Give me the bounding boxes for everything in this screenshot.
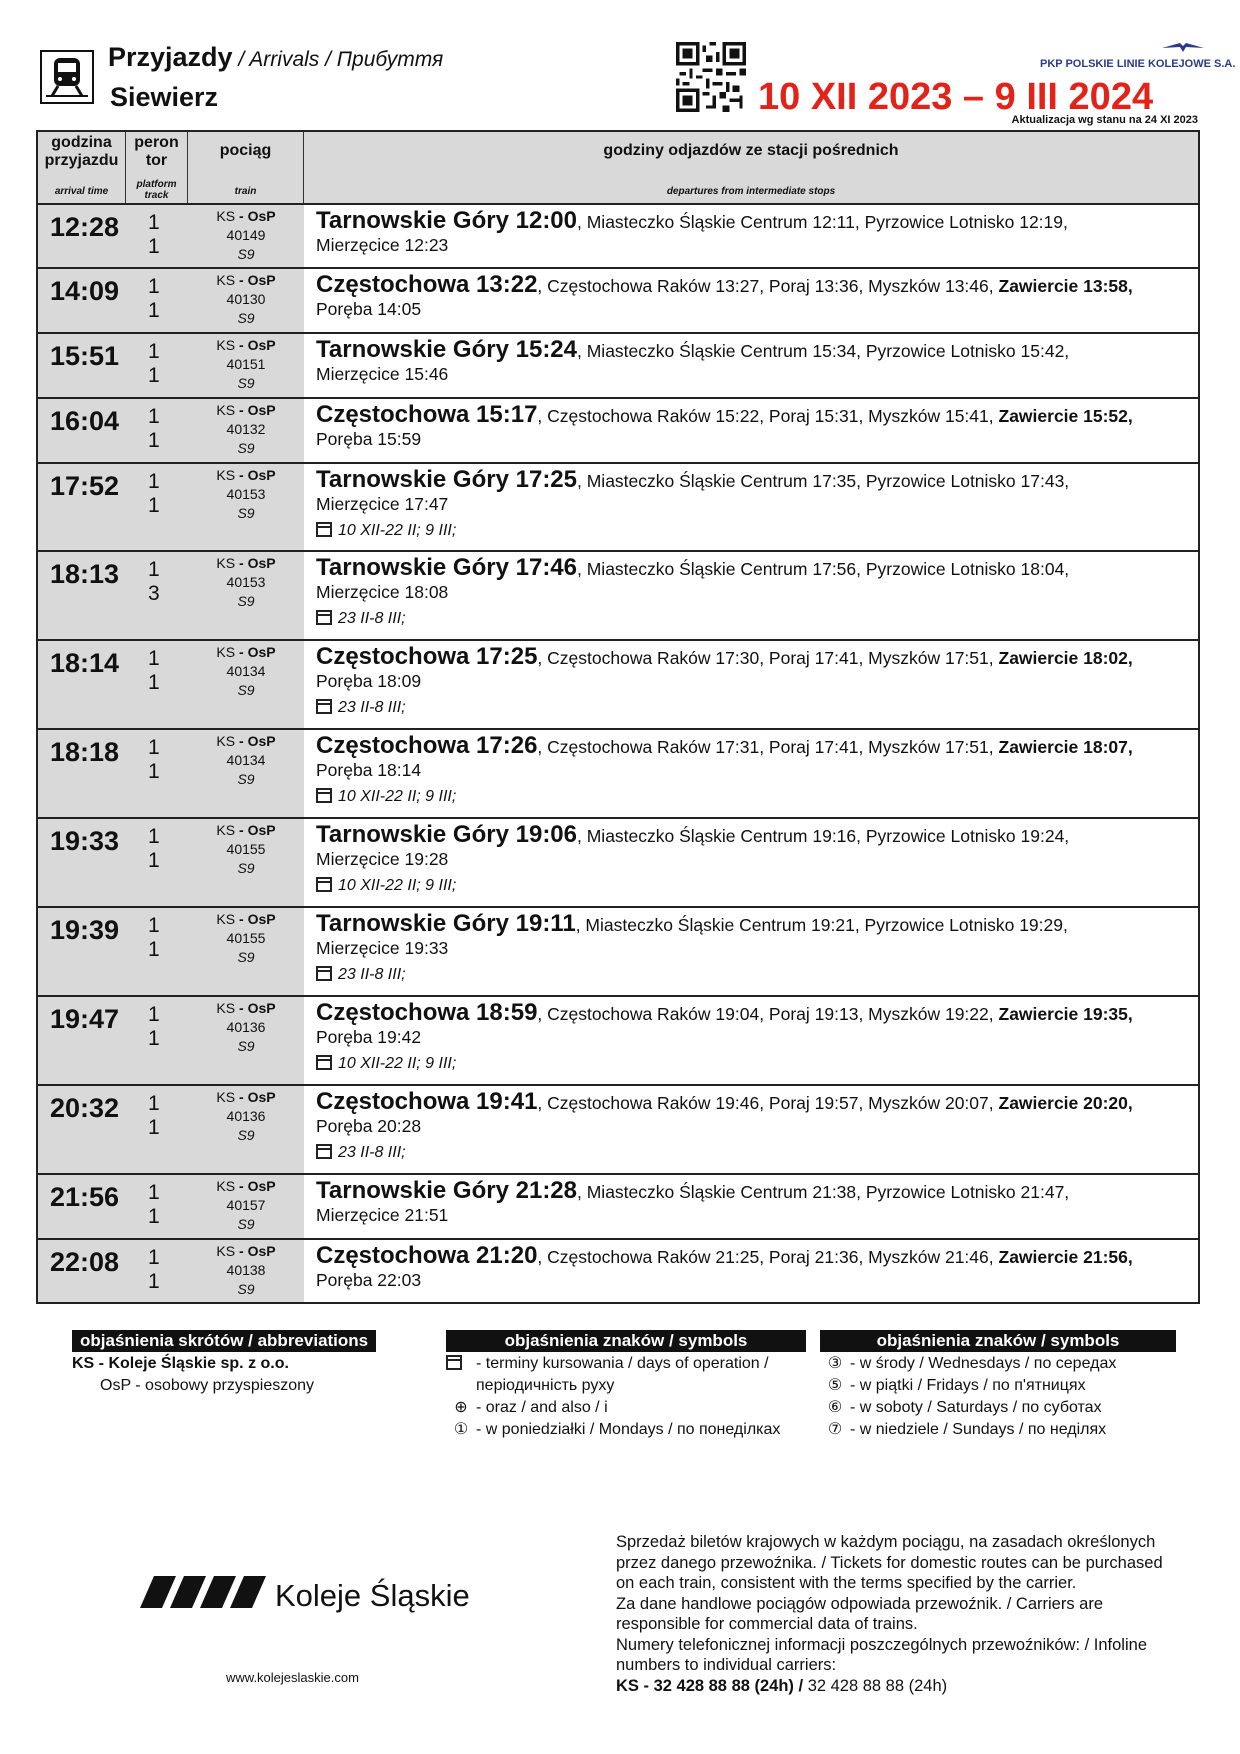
platform: 1 bbox=[148, 914, 160, 937]
arrival-time: 19:39 bbox=[50, 915, 120, 945]
track: 1 bbox=[148, 1027, 160, 1050]
platform-track bbox=[126, 641, 188, 728]
train-category: KS - OsP bbox=[216, 822, 276, 838]
pkp-logo: PKP POLSKIE LINIE KOLEJOWE S.A. bbox=[1040, 40, 1220, 70]
train-info bbox=[188, 205, 304, 267]
update-date: Aktualizacja wg stanu na 24 XI 2023 bbox=[1011, 114, 1198, 126]
info-text: Numery telefonicznej informacji poszczególnych przewoźników: / Infoline numbers to individual carriers: bbox=[616, 1635, 1147, 1674]
train-number: 40134 bbox=[226, 752, 266, 768]
train-category: KS - OsP bbox=[216, 467, 276, 483]
origin-station: Częstochowa 19:41 bbox=[316, 1088, 538, 1115]
train-line: S9 bbox=[237, 1281, 255, 1297]
route-stops bbox=[304, 908, 1198, 995]
calendar-icon bbox=[316, 610, 332, 625]
train-info bbox=[188, 997, 304, 1084]
plus-circle-icon: ⊕ bbox=[454, 1399, 468, 1416]
platform: 1 bbox=[148, 736, 160, 759]
origin-station: Częstochowa 15:17 bbox=[316, 401, 538, 428]
days-of-operation: 23 II-8 III; bbox=[316, 698, 1192, 717]
origin-station: Częstochowa 17:25 bbox=[316, 643, 538, 670]
route-stops bbox=[304, 730, 1198, 817]
train-line: S9 bbox=[237, 310, 255, 326]
intermediate-stops: , Miasteczko Śląskie Centrum 21:38, Pyrzowice Lotnisko 21:47, bbox=[577, 1182, 1070, 1202]
platform: 1 bbox=[148, 470, 160, 493]
arrivals-table bbox=[36, 130, 1200, 1304]
intermediate-stops: , Częstochowa Raków 13:27, Poraj 13:36, Myszków 13:46, bbox=[537, 276, 999, 296]
bold-stop: Zawiercie 19:35, bbox=[998, 1004, 1133, 1024]
calendar-icon bbox=[316, 1144, 332, 1159]
platform: 1 bbox=[148, 1092, 160, 1115]
col-header-platform: peron tor platform track bbox=[126, 132, 188, 203]
table-header bbox=[38, 132, 1198, 205]
intermediate-stops: , Częstochowa Raków 19:46, Poraj 19:57, Myszków 20:07, bbox=[537, 1093, 999, 1113]
days-of-operation: 23 II-8 III; bbox=[316, 1143, 1192, 1162]
station-name: Siewierz bbox=[110, 82, 219, 112]
intermediate-stops: , Miasteczko Śląskie Centrum 19:21, Pyrzowice Lotnisko 19:29, bbox=[575, 915, 1068, 935]
train-icon bbox=[40, 50, 94, 104]
calendar-icon bbox=[316, 966, 332, 981]
calendar-icon bbox=[316, 699, 332, 714]
track: 1 bbox=[148, 494, 160, 517]
train-number: 40153 bbox=[226, 486, 266, 502]
train-category: KS - OsP bbox=[216, 1000, 276, 1016]
carrier-url[interactable]: www.kolejeslaskie.com bbox=[226, 1670, 359, 1685]
arrival-time: 19:47 bbox=[50, 1004, 120, 1034]
table-row bbox=[38, 997, 1198, 1086]
carrier-name: Koleje Śląskie bbox=[275, 1578, 470, 1613]
platform-track bbox=[126, 399, 188, 462]
train-line: S9 bbox=[237, 1216, 255, 1232]
arrival-time: 21:56 bbox=[50, 1182, 120, 1212]
arrival-time: 15:51 bbox=[50, 341, 120, 371]
days-of-operation: 23 II-8 III; bbox=[316, 609, 1192, 628]
arrival-time: 22:08 bbox=[50, 1247, 120, 1277]
table-row bbox=[38, 399, 1198, 464]
last-stop: Mierzęcice 21:51 bbox=[316, 1205, 449, 1225]
origin-station: Częstochowa 13:22 bbox=[316, 271, 538, 298]
platform-track bbox=[126, 997, 188, 1084]
table-body bbox=[38, 205, 1198, 1302]
train-line: S9 bbox=[237, 949, 255, 965]
train-info bbox=[188, 552, 304, 639]
platform: 1 bbox=[148, 1181, 160, 1204]
route-stops bbox=[304, 205, 1198, 267]
train-info bbox=[188, 1175, 304, 1238]
origin-station: Tarnowskie Góry 12:00 bbox=[316, 207, 577, 234]
train-category: KS - OsP bbox=[216, 208, 276, 224]
train-number: 40151 bbox=[226, 356, 266, 372]
platform: 1 bbox=[148, 1246, 160, 1269]
train-line: S9 bbox=[237, 375, 255, 391]
route-stops bbox=[304, 1175, 1198, 1238]
platform: 1 bbox=[148, 647, 160, 670]
bold-stop: Zawiercie 18:02, bbox=[998, 648, 1133, 668]
table-row bbox=[38, 269, 1198, 334]
calendar-icon bbox=[446, 1353, 476, 1397]
info-text: Sprzedaż biletów krajowych w każdym pociągu, na zasadach określonych przez danego przewoźnika. / Tickets for domestic routes can be purchased on each train, consistent with the terms specified by the carrier. bbox=[616, 1533, 1163, 1592]
train-info bbox=[188, 269, 304, 332]
symbols-legend-2 bbox=[820, 1330, 1176, 1441]
validity-period: 10 XII 2023 – 9 III 2024 bbox=[758, 76, 1154, 118]
bold-stop: Zawiercie 13:58, bbox=[998, 276, 1133, 296]
origin-station: Częstochowa 17:26 bbox=[316, 732, 538, 759]
last-stop: Poręba 22:03 bbox=[316, 1270, 422, 1290]
track: 1 bbox=[148, 429, 160, 452]
train-line: S9 bbox=[237, 1127, 255, 1143]
table-row bbox=[38, 205, 1198, 269]
train-info bbox=[188, 399, 304, 462]
qr-code bbox=[676, 42, 746, 112]
train-category: KS - OsP bbox=[216, 1089, 276, 1105]
train-number: 40153 bbox=[226, 574, 266, 590]
route-stops bbox=[304, 399, 1198, 462]
last-stop: Mierzęcice 18:08 bbox=[316, 582, 449, 602]
days-of-operation: 10 XII-22 II; 9 III; bbox=[316, 787, 1192, 806]
koleje-slaskie-logo bbox=[140, 1572, 268, 1617]
arrival-time: 17:52 bbox=[50, 471, 120, 501]
platform: 1 bbox=[148, 405, 160, 428]
last-stop: Mierzęcice 19:33 bbox=[316, 938, 449, 958]
last-stop: Mierzęcice 15:46 bbox=[316, 364, 449, 384]
col-header-stops: godziny odjazdów ze stacji pośrednich departures from intermediate stops bbox=[603, 142, 899, 197]
route-stops bbox=[304, 464, 1198, 550]
last-stop: Poręba 18:14 bbox=[316, 760, 422, 780]
route-stops bbox=[304, 641, 1198, 728]
track: 1 bbox=[148, 299, 160, 322]
legend-item: ③ - w środy / Wednesdays / по середах bbox=[820, 1353, 1176, 1375]
saturday-icon: ⑥ bbox=[827, 1399, 843, 1416]
arrival-time: 18:14 bbox=[50, 648, 120, 678]
train-info bbox=[188, 641, 304, 728]
train-info bbox=[188, 908, 304, 995]
train-info bbox=[188, 464, 304, 550]
table-row bbox=[38, 552, 1198, 641]
days-of-operation: 10 XII-22 II; 9 III; bbox=[316, 1054, 1192, 1073]
train-number: 40136 bbox=[226, 1019, 266, 1035]
arrival-time: 12:28 bbox=[50, 212, 120, 242]
intermediate-stops: , Częstochowa Raków 21:25, Poraj 21:36, Myszków 21:46, bbox=[537, 1247, 999, 1267]
legend-title: objaśnienia znaków / symbols bbox=[820, 1330, 1176, 1352]
track: 1 bbox=[148, 938, 160, 961]
legend-item: KS - Koleje Śląskie sp. z o.o. bbox=[72, 1355, 289, 1372]
table-row bbox=[38, 641, 1198, 730]
calendar-icon bbox=[316, 788, 332, 803]
bold-stop: Zawiercie 20:20, bbox=[998, 1093, 1133, 1113]
route-stops bbox=[304, 552, 1198, 639]
wednesday-icon: ③ bbox=[827, 1355, 843, 1372]
train-category: KS - OsP bbox=[216, 402, 276, 418]
legend-item: ① - w poniedziałki / Mondays / по понеділках bbox=[446, 1419, 806, 1441]
days-of-operation: 10 XII-22 II; 9 III; bbox=[316, 876, 1192, 895]
train-info bbox=[188, 819, 304, 906]
platform-track bbox=[126, 1086, 188, 1173]
days-of-operation: 23 II-8 III; bbox=[316, 965, 1192, 984]
ticket-info bbox=[616, 1532, 1176, 1696]
train-category: KS - OsP bbox=[216, 733, 276, 749]
table-row bbox=[38, 464, 1198, 552]
platform-track bbox=[126, 819, 188, 906]
train-line: S9 bbox=[237, 246, 255, 262]
abbreviations-legend bbox=[72, 1330, 376, 1397]
platform: 1 bbox=[148, 275, 160, 298]
platform-track bbox=[126, 730, 188, 817]
col-header-time: godzina przyjazdu arrival time bbox=[38, 132, 126, 203]
route-stops bbox=[304, 334, 1198, 397]
arrival-time: 18:18 bbox=[50, 737, 120, 767]
origin-station: Tarnowskie Góry 19:11 bbox=[316, 910, 576, 937]
last-stop: Poręba 18:09 bbox=[316, 671, 422, 691]
origin-station: Tarnowskie Góry 19:06 bbox=[316, 821, 577, 848]
track: 1 bbox=[148, 1270, 160, 1293]
track: 1 bbox=[148, 235, 160, 258]
intermediate-stops: , Miasteczko Śląskie Centrum 17:35, Pyrzowice Lotnisko 17:43, bbox=[577, 471, 1070, 491]
platform: 1 bbox=[148, 558, 160, 581]
route-stops bbox=[304, 997, 1198, 1084]
arrival-time: 19:33 bbox=[50, 826, 120, 856]
bold-stop: Zawiercie 21:56, bbox=[998, 1247, 1133, 1267]
intermediate-stops: , Częstochowa Raków 17:30, Poraj 17:41, Myszków 17:51, bbox=[537, 648, 999, 668]
track: 1 bbox=[148, 1116, 160, 1139]
train-number: 40155 bbox=[226, 930, 266, 946]
train-number: 40149 bbox=[226, 227, 266, 243]
route-stops bbox=[304, 1086, 1198, 1173]
monday-icon: ① bbox=[453, 1421, 469, 1438]
platform-track bbox=[126, 334, 188, 397]
platform-track bbox=[126, 1240, 188, 1302]
train-info bbox=[188, 1086, 304, 1173]
platform: 1 bbox=[148, 340, 160, 363]
origin-station: Tarnowskie Góry 17:25 bbox=[316, 466, 577, 493]
train-line: S9 bbox=[237, 593, 255, 609]
last-stop: Mierzęcice 19:28 bbox=[316, 849, 449, 869]
intermediate-stops: , Miasteczko Śląskie Centrum 15:34, Pyrzowice Lotnisko 15:42, bbox=[577, 341, 1070, 361]
last-stop: Mierzęcice 17:47 bbox=[316, 494, 449, 514]
table-row bbox=[38, 730, 1198, 819]
platform: 1 bbox=[148, 1003, 160, 1026]
last-stop: Poręba 20:28 bbox=[316, 1116, 422, 1136]
origin-station: Tarnowskie Góry 15:24 bbox=[316, 336, 577, 363]
platform: 1 bbox=[148, 825, 160, 848]
track: 3 bbox=[148, 582, 160, 605]
platform: 1 bbox=[148, 211, 160, 234]
legend-item: - terminy kursowania / days of operation / періодичність руху bbox=[446, 1353, 806, 1397]
table-row bbox=[38, 1240, 1198, 1302]
table-row bbox=[38, 819, 1198, 908]
train-line: S9 bbox=[237, 771, 255, 787]
intermediate-stops: , Częstochowa Raków 19:04, Poraj 19:13, Myszków 19:22, bbox=[537, 1004, 999, 1024]
intermediate-stops: , Miasteczko Śląskie Centrum 12:11, Pyrzowice Lotnisko 12:19, bbox=[577, 212, 1068, 232]
table-row bbox=[38, 1175, 1198, 1240]
legend-item: ⊕ - oraz / and also / і bbox=[446, 1397, 806, 1419]
intermediate-stops: , Częstochowa Raków 15:22, Poraj 15:31, Myszków 15:41, bbox=[537, 406, 999, 426]
bold-stop: Zawiercie 15:52, bbox=[998, 406, 1133, 426]
legend-item: ⑦ - w niedziele / Sundays / по неділях bbox=[820, 1419, 1176, 1441]
train-info bbox=[188, 730, 304, 817]
train-line: S9 bbox=[237, 505, 255, 521]
train-category: KS - OsP bbox=[216, 1243, 276, 1259]
train-number: 40132 bbox=[226, 421, 266, 437]
table-row bbox=[38, 334, 1198, 399]
train-number: 40138 bbox=[226, 1262, 266, 1278]
arrival-time: 14:09 bbox=[50, 276, 120, 306]
train-line: S9 bbox=[237, 440, 255, 456]
train-category: KS - OsP bbox=[216, 272, 276, 288]
origin-station: Tarnowskie Góry 21:28 bbox=[316, 1177, 577, 1204]
calendar-icon bbox=[316, 877, 332, 892]
platform-track bbox=[126, 464, 188, 550]
train-number: 40130 bbox=[226, 291, 266, 307]
sunday-icon: ⑦ bbox=[827, 1421, 843, 1438]
train-line: S9 bbox=[237, 860, 255, 876]
track: 1 bbox=[148, 849, 160, 872]
platform-track bbox=[126, 269, 188, 332]
origin-station: Częstochowa 18:59 bbox=[316, 999, 538, 1026]
days-of-operation: 10 XII-22 II; 9 III; bbox=[316, 521, 1192, 540]
train-category: KS - OsP bbox=[216, 337, 276, 353]
arrival-time: 20:32 bbox=[50, 1093, 120, 1123]
last-stop: Poręba 14:05 bbox=[316, 299, 422, 319]
train-category: KS - OsP bbox=[216, 644, 276, 660]
origin-station: Częstochowa 21:20 bbox=[316, 1242, 538, 1269]
col-header-train: pociąg train bbox=[188, 132, 304, 203]
intermediate-stops: , Miasteczko Śląskie Centrum 19:16, Pyrzowice Lotnisko 19:24, bbox=[577, 826, 1070, 846]
platform-track bbox=[126, 1175, 188, 1238]
route-stops bbox=[304, 269, 1198, 332]
platform-track bbox=[126, 908, 188, 995]
last-stop: Poręba 15:59 bbox=[316, 429, 422, 449]
page-title: Przyjazdy / Arrivals / Прибуття bbox=[108, 42, 444, 72]
track: 1 bbox=[148, 760, 160, 783]
legend-title: objaśnienia skrótów / abbreviations bbox=[72, 1330, 376, 1352]
infoline-phone: KS - 32 428 88 88 (24h) / 32 428 88 88 (24h) bbox=[616, 1676, 948, 1695]
table-row bbox=[38, 1086, 1198, 1175]
arrival-time: 18:13 bbox=[50, 559, 120, 589]
train-line: S9 bbox=[237, 1038, 255, 1054]
table-row bbox=[38, 908, 1198, 997]
intermediate-stops: , Miasteczko Śląskie Centrum 17:56, Pyrzowice Lotnisko 18:04, bbox=[577, 559, 1070, 579]
calendar-icon bbox=[316, 1055, 332, 1070]
calendar-icon bbox=[316, 522, 332, 537]
last-stop: Mierzęcice 12:23 bbox=[316, 235, 449, 255]
train-number: 40155 bbox=[226, 841, 266, 857]
platform-track bbox=[126, 205, 188, 267]
bold-stop: Zawiercie 18:07, bbox=[998, 737, 1133, 757]
legend-title: objaśnienia znaków / symbols bbox=[446, 1330, 806, 1352]
legend-item: ⑤ - w piątki / Fridays / по п'ятницях bbox=[820, 1375, 1176, 1397]
track: 1 bbox=[148, 364, 160, 387]
last-stop: Poręba 19:42 bbox=[316, 1027, 422, 1047]
train-category: KS - OsP bbox=[216, 1178, 276, 1194]
legend-item: ⑥ - w soboty / Saturdays / по суботах bbox=[820, 1397, 1176, 1419]
info-text: Za dane handlowe pociągów odpowiada przewoźnik. / Carriers are responsible for commercial data of trains. bbox=[616, 1594, 1104, 1633]
train-line: S9 bbox=[237, 682, 255, 698]
train-category: KS - OsP bbox=[216, 911, 276, 927]
train-number: 40136 bbox=[226, 1108, 266, 1124]
legend-item: OsP - osobowy przyspieszony bbox=[100, 1377, 315, 1394]
track: 1 bbox=[148, 671, 160, 694]
friday-icon: ⑤ bbox=[827, 1377, 843, 1394]
train-category: KS - OsP bbox=[216, 555, 276, 571]
train-number: 40134 bbox=[226, 663, 266, 679]
train-number: 40157 bbox=[226, 1197, 266, 1213]
train-info bbox=[188, 1240, 304, 1302]
symbols-legend-1 bbox=[446, 1330, 806, 1441]
platform-track bbox=[126, 552, 188, 639]
intermediate-stops: , Częstochowa Raków 17:31, Poraj 17:41, Myszków 17:51, bbox=[537, 737, 999, 757]
route-stops bbox=[304, 1240, 1198, 1302]
route-stops bbox=[304, 819, 1198, 906]
origin-station: Tarnowskie Góry 17:46 bbox=[316, 554, 577, 581]
track: 1 bbox=[148, 1205, 160, 1228]
train-info bbox=[188, 334, 304, 397]
arrival-time: 16:04 bbox=[50, 406, 120, 436]
